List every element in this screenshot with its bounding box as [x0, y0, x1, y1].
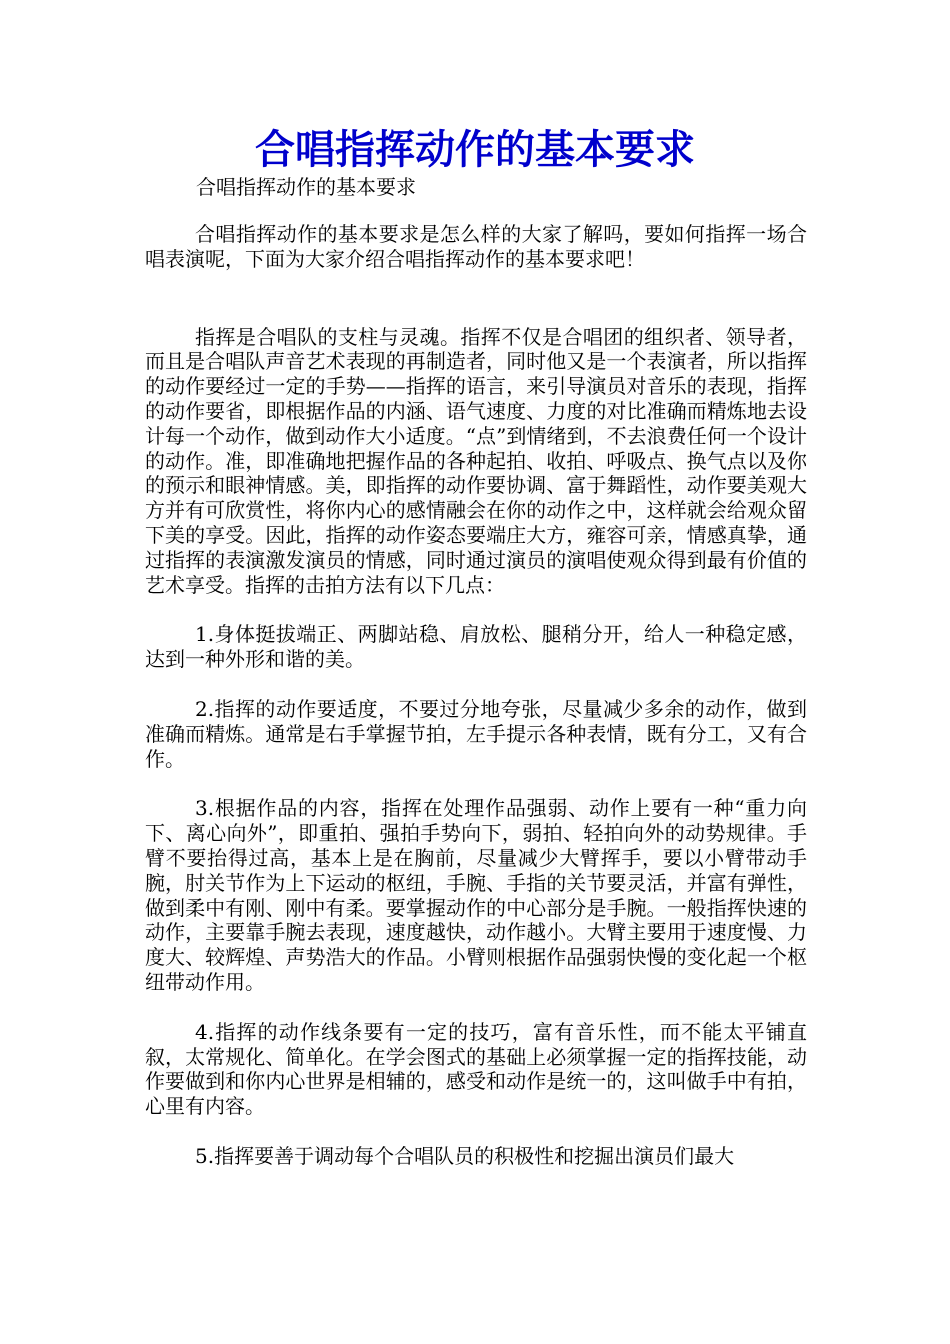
paragraph-spacer: [145, 272, 807, 325]
point-paragraph-2: 2.指挥的动作要适度，不要过分地夸张，尽量减少多余的动作，做到准确而精炼。通常是右手掌握节拍，左手提示各种表情，既有分工，又有合作。: [145, 696, 807, 771]
paragraph-spacer: [145, 672, 807, 697]
paragraph-spacer: [145, 771, 807, 796]
document-subtitle: 合唱指挥动作的基本要求: [196, 175, 416, 199]
point-paragraph-3: 3.根据作品的内容，指挥在处理作品强弱、动作上要有一种“重力向下、离心向外”，即重拍、强拍手势向下，弱拍、轻拍向外的动势规律。手臂不要抬得过高，基本上是在胸前，尽量减少大臂挥手，要以小臂带动手腕，肘关节作为上下运动的枢纽，手腕、手指的关节要灵活，并富有弹性，做到柔中有刚、刚中有柔。要掌握动作的中心部分是手腕。一般指挥快速的动作，主要靠手腕去表现，速度越快，动作越小。大臂主要用于速度慢、力度大、较辉煌、声势浩大的作品。小臂则根据作品强弱快慢的变化起一个枢纽带动作用。: [145, 796, 807, 994]
point-paragraph-1: 1.身体挺拔端正、两脚站稳、肩放松、腿稍分开，给人一种稳定感，达到一种外形和谐的美。: [145, 622, 807, 672]
paragraph-spacer: [145, 995, 807, 1020]
document-body: [145, 222, 807, 1169]
point-paragraph-5: 5.指挥要善于调动每个合唱队员的积极性和挖掘出演员们最大: [195, 1143, 735, 1168]
main-paragraph: 指挥是合唱队的支柱与灵魂。指挥不仅是合唱团的组织者、领导者，而且是合唱队声音艺术表现的再制造者，同时他又是一个表演者，所以指挥的动作要经过一定的手势——指挥的语言，来引导演员对音乐的表现，指挥的动作要省，即根据作品的内涵、语气速度、力度的对比准确而精炼地去设计每一个动作，做到动作大小适度。“点”到情绪到，不去浪费任何一个设计的动作。准，即准确地把握作品的各种起拍、收拍、呼吸点、换气点以及你的预示和眼神情感。美，即指挥的动作要协调、富于舞蹈性，动作要美观大方并有可欣赏性，将你内心的感情融会在你的动作之中，这样就会给观众留下美的享受。因此，指挥的动作姿态要端庄大方，雍容可亲，情感真挚，通过指挥的表演激发演员的情感，同时通过演员的演唱使观众得到最有价值的艺术享受。指挥的击拍方法有以下几点：: [145, 324, 807, 597]
paragraph-spacer: [145, 1119, 807, 1144]
document-title: 合唱指挥动作的基本要求: [255, 126, 695, 173]
point-paragraph-4: 4.指挥的动作线条要有一定的技巧，富有音乐性，而不能太平铺直叙，太常规化、简单化。在学会图式的基础上必须掌握一定的指挥技能，动作要做到和你内心世界是相辅的，感受和动作是统一的，这叫做手中有拍，心里有内容。: [145, 1019, 807, 1119]
paragraph-spacer: [145, 597, 807, 622]
intro-paragraph: 合唱指挥动作的基本要求是怎么样的大家了解吗，要如何指挥一场合唱表演呢，下面为大家介绍合唱指挥动作的基本要求吧！: [145, 222, 807, 271]
